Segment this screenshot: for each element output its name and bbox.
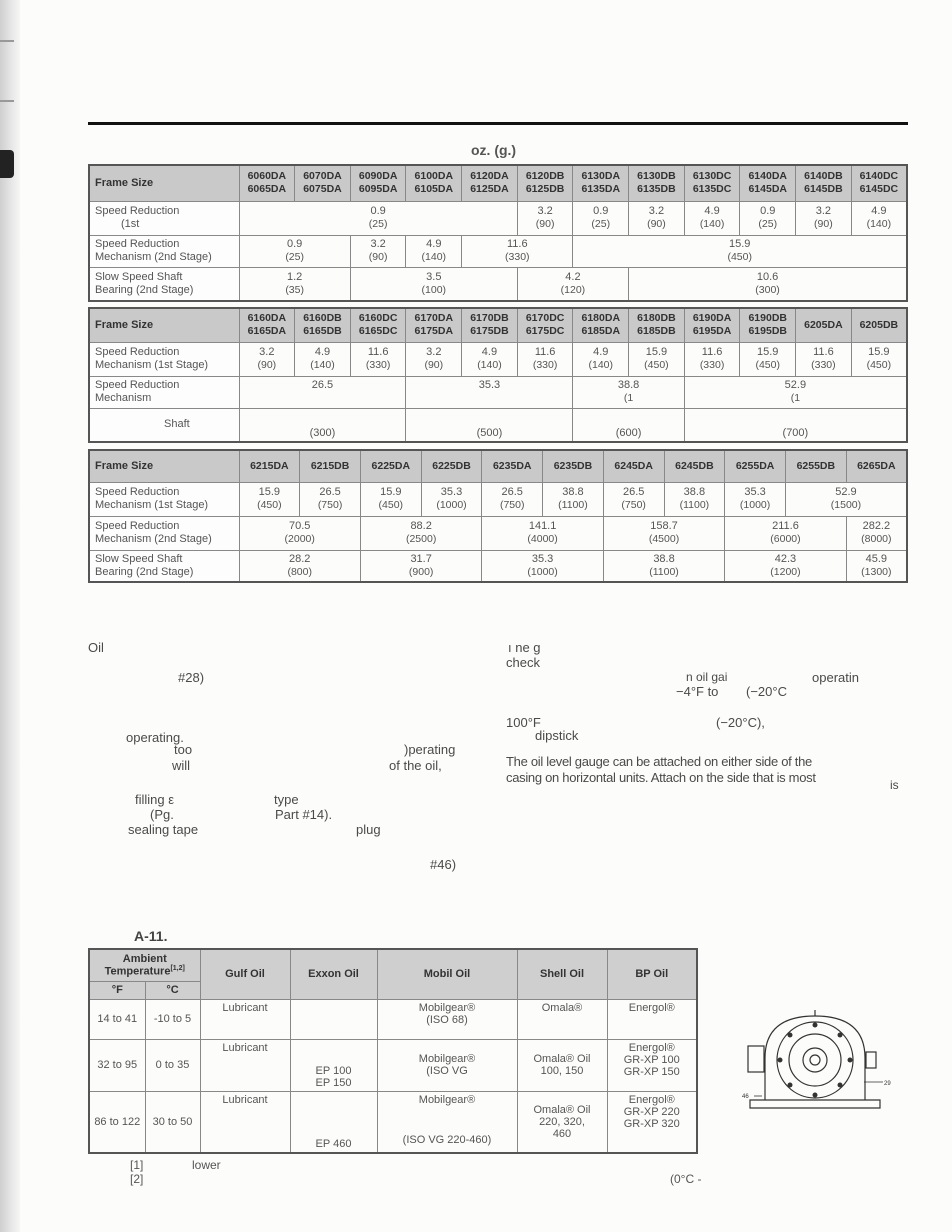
side-boss [866,1052,876,1068]
value-cell: 158.7 (4500) [603,516,724,550]
frame-cell: 6255DB [785,450,846,482]
fahrenheit-header: °F [89,981,145,999]
frame-cell: 6245DA [603,450,664,482]
body-text: will [172,758,191,773]
body-text: 100°F [506,715,541,730]
weight-table-3 [88,449,908,583]
value-cell: 42.3 (1200) [725,550,846,582]
value-cell: 4.9 (140) [573,342,629,376]
frame-cell: 6100DA 6105DA [406,165,462,201]
frame-cell: 6070DA 6075DA [295,165,351,201]
value-cell: 35.3 (1000) [725,482,786,516]
temp-f-cell: 86 to 122 [89,1091,145,1153]
frame-cell: 6160DB 6165DB [295,308,351,342]
value-cell: 4.9 (140) [295,342,351,376]
shell-cell: Omala® Oil 220, 320, 460 [517,1091,607,1153]
frame-cell: 6205DA [796,308,852,342]
value-cell: 52.9 (1 [684,376,907,408]
mobil-cell: Mobilgear® (ISO VG 220-460) [377,1091,517,1153]
value-cell: 11.6 (330) [796,342,852,376]
frame-cell: 6130DA 6135DA [573,165,629,201]
value-cell: 3.2 (90) [239,342,295,376]
mobil-cell: Mobilgear® (ISO VG [377,1039,517,1091]
footnote-text: (0°C - [670,1172,702,1186]
frame-cell: 6255DA [725,450,786,482]
shell-cell: Omala® Oil 100, 150 [517,1039,607,1091]
body-text: (−20°C), [716,715,765,730]
header-rule [88,122,908,125]
frame-cell: 6225DB [421,450,482,482]
frame-cell: 6265DA [846,450,907,482]
value-cell: 11.6 (330) [350,342,406,376]
bearing-ring [789,1034,841,1086]
frame-cell: 6235DB [543,450,604,482]
frame-size-header: Frame Size [89,165,239,201]
footnote-text: lower [192,1158,221,1172]
value-cell: 38.8 (1100) [603,550,724,582]
frame-cell: 6170DA 6175DA [406,308,462,342]
gulf-cell: Lubricant [200,999,290,1039]
value-cell: 38.8 (1100) [543,482,604,516]
temp-c-cell: 30 to 50 [145,1091,200,1153]
body-text: operating. [126,730,184,745]
frame-cell: 6130DB 6135DB [629,165,685,201]
value-cell: 15.9 (450) [573,235,907,267]
value-cell: 11.6 (330) [517,342,573,376]
row-label: Speed Reduction Mechanism (1st Stage) [89,482,239,516]
body-text: too [174,742,193,757]
frame-cell: 6140DA 6145DA [740,165,796,201]
bp-oil-header: BP Oil [607,949,697,999]
frame-cell: 6205DB [851,308,907,342]
page-binding-edge [0,0,20,1232]
value-cell: 211.6 (6000) [725,516,846,550]
body-text: casing on horizontal units. Attach on the side that is most [506,770,816,785]
value-cell: (300) [239,408,406,442]
frame-cell: 6120DB 6125DB [517,165,573,201]
row-label: Slow Speed Shaft Bearing (2nd Stage) [89,267,239,301]
figure-label: A-11. [134,928,168,944]
row-label: Shaft [89,408,239,442]
temp-c-cell: -10 to 5 [145,999,200,1039]
value-cell: 4.9 (140) [462,342,518,376]
bp-cell: Energol® GR-XP 220 GR-XP 320 [607,1091,697,1153]
frame-cell: 6140DB 6145DB [796,165,852,201]
frame-cell: 6090DA 6095DA [350,165,406,201]
shell-oil-header: Shell Oil [517,949,607,999]
value-cell: 0.9 (25) [239,235,350,267]
body-text: −4°F to [676,684,719,699]
body-text: dipstick [535,728,579,743]
frame-cell: 6060DA 6065DA [239,165,295,201]
value-cell: 70.5 (2000) [239,516,360,550]
value-cell: 11.6 (330) [684,342,740,376]
value-cell: 4.2 (120) [517,267,628,301]
value-cell: 10.6 (300) [629,267,907,301]
value-cell: 88.2 (2500) [360,516,481,550]
value-cell: 0.9 (25) [573,201,629,235]
temp-c-cell: 0 to 35 [145,1039,200,1091]
row-label: Speed Reduction (1st [89,201,239,235]
frame-cell: 6245DB [664,450,725,482]
frame-cell: 6120DA 6125DA [462,165,518,201]
value-cell: 35.3 (1000) [482,550,603,582]
bp-cell: Energol® GR-XP 100 GR-XP 150 [607,1039,697,1091]
value-cell: 26.5 (750) [300,482,361,516]
body-text: n oil gai [686,670,728,684]
value-cell: 45.9 (1300) [846,550,907,582]
row-label: Speed Reduction Mechanism (2nd Stage) [89,516,239,550]
body-text: ı ne g [508,640,541,655]
exxon-cell: EP 100 EP 150 [290,1039,377,1091]
mobil-cell: Mobilgear® (ISO 68) [377,999,517,1039]
row-label: Speed Reduction Mechanism [89,376,239,408]
value-cell: (600) [573,408,684,442]
temp-f-cell: 14 to 41 [89,999,145,1039]
weight-table-1 [88,164,908,302]
body-text: (Pg. [150,807,174,822]
body-text: plug [356,822,381,837]
value-cell: (700) [684,408,907,442]
body-text: check [506,655,540,670]
value-cell: 35.3 [406,376,573,408]
value-cell: 3.5 (100) [350,267,517,301]
celsius-header: °C [145,981,200,999]
body-text: )perating [404,742,456,757]
value-cell: 26.5 [239,376,406,408]
temp-f-cell: 32 to 95 [89,1039,145,1091]
bp-cell: Energol® [607,999,697,1039]
value-cell: (500) [406,408,573,442]
value-cell: 15.9 (450) [360,482,421,516]
footnote-marker: [2] [130,1172,144,1186]
body-text: (−20°C [746,684,787,699]
frame-cell: 6160DA 6165DA [239,308,295,342]
frame-cell: 6180DA 6185DA [573,308,629,342]
value-cell: 15.9 (450) [740,342,796,376]
value-cell: 38.8 (1 [573,376,684,408]
edge-line [0,40,14,42]
row-label: Speed Reduction Mechanism (2nd Stage) [89,235,239,267]
frame-cell: 6190DA 6195DA [684,308,740,342]
body-text: sealing tape [128,822,199,837]
value-cell: 3.2 (90) [629,201,685,235]
edge-line [0,100,14,102]
frame-cell: 6180DB 6185DB [629,308,685,342]
gulf-oil-header: Gulf Oil [200,949,290,999]
value-cell: 15.9 (450) [239,482,300,516]
shell-cell: Omala® [517,999,607,1039]
frame-cell: 6130DC 6135DC [684,165,740,201]
edge-tab [0,150,14,178]
value-cell: 3.2 (90) [406,342,462,376]
frame-cell: 6235DA [482,450,543,482]
body-text: filling ε [135,792,175,807]
row-label: Speed Reduction Mechanism (1st Stage) [89,342,239,376]
value-cell: 26.5 (750) [482,482,543,516]
value-cell: 28.2 (800) [239,550,360,582]
frame-cell: 6170DB 6175DB [462,308,518,342]
value-cell: 3.2 (90) [796,201,852,235]
value-cell: 35.3 (1000) [421,482,482,516]
value-cell: 0.9 (25) [239,201,517,235]
body-text: of the oil, [389,758,442,773]
value-cell: 141.1 (4000) [482,516,603,550]
body-text: is [890,778,899,792]
oil-gauge [748,1046,764,1072]
footnote-marker: [1] [130,1158,144,1172]
callout-label: 46 [742,1094,749,1100]
gulf-cell: Lubricant [200,1039,290,1091]
body-text: The oil level gauge can be attached on either side of the [506,754,812,769]
shaft-bore [803,1048,827,1072]
value-cell: 31.7 (900) [360,550,481,582]
frame-cell: 6225DA [360,450,421,482]
frame-cell: 6170DC 6175DC [517,308,573,342]
row-label: Slow Speed Shaft Bearing (2nd Stage) [89,550,239,582]
gulf-cell: Lubricant [200,1091,290,1153]
weight-unit-heading: oz. (g.) [471,142,517,158]
value-cell: 4.9 (140) [851,201,907,235]
mobil-oil-header: Mobil Oil [377,949,517,999]
body-text: Oil [88,640,104,655]
value-cell: 38.8 (1100) [664,482,725,516]
body-text: operatin [812,670,859,685]
value-cell: 11.6 (330) [462,235,573,267]
frame-size-header: Frame Size [89,450,239,482]
frame-cell: 6190DB 6195DB [740,308,796,342]
value-cell: 26.5 (750) [603,482,664,516]
value-cell: 3.2 (90) [350,235,406,267]
body-text: Part #14). [275,807,333,822]
value-cell: 4.9 (140) [684,201,740,235]
frame-cell: 6140DC 6145DC [851,165,907,201]
weight-table-2 [88,307,908,443]
reducer-drawing [740,1008,900,1118]
body-text: type [274,792,299,807]
value-cell: 15.9 (450) [629,342,685,376]
value-cell: 1.2 (35) [239,267,350,301]
value-cell: 4.9 (140) [406,235,462,267]
callout-label: 29 [884,1081,891,1087]
exxon-oil-header: Exxon Oil [290,949,377,999]
frame-cell: 6215DB [300,450,361,482]
value-cell: 0.9 (25) [740,201,796,235]
body-text: #28) [178,670,205,685]
base-foot [750,1100,880,1108]
value-cell: 282.2 (8000) [846,516,907,550]
frame-cell: 6160DC 6165DC [350,308,406,342]
frame-cell: 6215DA [239,450,300,482]
frame-size-header: Frame Size [89,308,239,342]
value-cell: 3.2 (90) [517,201,573,235]
exxon-cell [290,999,377,1039]
value-cell: 52.9 (1500) [785,482,907,516]
shaft [810,1055,820,1065]
exxon-cell: EP 460 [290,1091,377,1153]
ambient-temp-header: Ambient Temperature[1,2] [89,949,200,981]
oil-table [88,948,698,1154]
body-text: #46) [430,857,457,872]
value-cell: 15.9 (450) [851,342,907,376]
